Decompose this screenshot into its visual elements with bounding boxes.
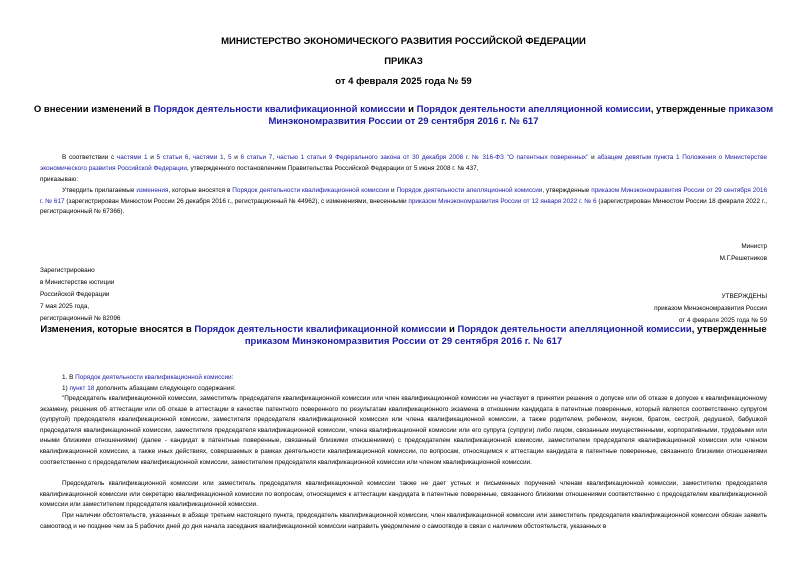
preamble-text: ,	[188, 154, 193, 161]
doc-date-number: от 4 февраля 2025 года № 59	[335, 76, 472, 87]
changes-title-link-qual[interactable]: Порядок деятельности квалификационной комиссии	[194, 324, 447, 335]
preamble-text: В соответствии с	[62, 154, 117, 161]
registration-line: Зарегистрировано	[40, 267, 95, 274]
order-text: , которые вносятся в	[168, 187, 233, 194]
appeal-link[interactable]: Порядок деятельности апелляционной комиссии	[396, 187, 543, 194]
change-subitem-1	[62, 384, 236, 395]
changes-title-link-order[interactable]: приказом Минэкономразвития России от 29 сентября 2016 г. № 617	[244, 336, 563, 347]
preamble-text: , утвержденного постановлением Правительства Российской Федерации от 5 июня 2008 г. № 437,	[186, 164, 479, 172]
order-paragraph	[40, 186, 767, 218]
approved-line: от 4 февраля 2025 года № 59	[678, 317, 767, 324]
item-text: 1. В	[62, 374, 76, 381]
preamble-link[interactable]: абзацем девятым пункта 1 Положения о Министерстве экономического развития Российской Федерации	[40, 154, 767, 172]
title-link-appeal[interactable]: Порядок деятельности апелляционной комиссии	[416, 104, 651, 115]
signature-name: М.Г.Решетников	[719, 255, 767, 262]
change-paragraph-3: При наличии обстоятельств, указанных в абзаце третьем настоящего пункта, председатель квалификационной комиссии, член квалификационной комиссии или заместитель председателя квалификационной комиссии обязан заявить самоотвод и не позднее чем за 5 рабочих дней до дня начала заседания квалификационной комиссии направить уведомление о самоотводе в связи с наличием обстоятельств, указанных в	[40, 512, 767, 530]
order-text: (зарегистрирован Минюстом России 18 февраля 2022 г., регистрационный № 67366).	[40, 197, 767, 216]
title-text: и	[405, 104, 417, 115]
approved-label: УТВЕРЖДЕНЫ	[721, 293, 767, 300]
preamble-link[interactable]: частями 1, 5	[192, 154, 232, 161]
ministry-header: МИНИСТЕРСТВО ЭКОНОМИЧЕСКОГО РАЗВИТИЯ РОССИЙСКОЙ ФЕДЕРАЦИИ	[221, 36, 586, 47]
preamble-text: и	[231, 154, 241, 161]
qual-link[interactable]: Порядок деятельности квалификационной комиссии	[232, 187, 390, 194]
item-text: :	[231, 374, 234, 381]
change-paragraph-2: Председатель квалификационной комиссии или заместитель председателя квалификационной комиссии также не дает устных и письменных поручений членам квалификационной комиссии, заместителю председателя квалификационной комиссии или секретарю квалификационной комиссии по вопросам, относящимся к аттестации кандидата в патентные поверенные, связанного близкими отношениями соответственно с председателем квалификационной комиссии или заместителем председателя квалификационной комиссии.	[40, 480, 767, 509]
signature-position: Министр	[741, 243, 767, 250]
changes-link[interactable]: изменения	[136, 187, 169, 194]
title-text: О внесении изменений в	[33, 104, 154, 115]
preamble-link[interactable]: частью 1 статьи 9 Федерального закона от 30 декабря 2008 г. № 316-ФЗ "О патентных поверенных"	[276, 154, 589, 161]
preamble-text: ,	[272, 154, 277, 161]
registration-line: Российской Федерации	[40, 291, 110, 298]
order-text: и	[389, 187, 397, 194]
preamble-text: и	[588, 154, 598, 161]
change-item-1	[62, 373, 233, 384]
title-text: , утвержденные	[650, 104, 729, 115]
registration-line: в Министерстве юстиции	[40, 279, 115, 286]
changes-title-text: Изменения, которые вносятся в	[40, 324, 195, 335]
approved-line: приказом Минэкономразвития России	[654, 305, 767, 312]
order-title	[30, 104, 777, 128]
changes-title-text: , утвержденные	[691, 324, 767, 335]
doc-type: ПРИКАЗ	[384, 56, 423, 67]
changes-title	[30, 324, 777, 348]
orders-word: приказываю:	[40, 176, 78, 183]
item1-link[interactable]: Порядок деятельности квалификационной комиссии	[75, 374, 232, 381]
registration-number: регистрационный № 82096	[40, 315, 121, 322]
registration-line: 7 мая 2025 года,	[40, 303, 90, 310]
item-text: 1)	[62, 385, 70, 392]
title-link-qual[interactable]: Порядок деятельности квалификационной комиссии	[153, 104, 406, 115]
order-6-link[interactable]: приказом Минэкономразвития России от 12 января 2022 г. № 6	[408, 197, 597, 205]
preamble-link[interactable]: 6 статьи 7	[240, 154, 273, 161]
preamble-paragraph	[40, 153, 767, 174]
preamble-link[interactable]: частями 1	[116, 154, 148, 161]
point-18-link[interactable]: пункт 18	[69, 385, 95, 392]
change-paragraph-1: "Председатель квалификационной комиссии, заместитель председателя квалификационной комиссии или член квалификационной комиссии не участвует в принятии решения о допуске или об отказе в допуске к квалификационному экзамену, решения об аттестации или об отказе в аттестации в качестве патентного поверенного по результатам квалификационного экзамена в отношении кандидата в патентные поверенные, который является соответственно супругом (супругой) председателя квалификационной комиссии, заместителя председателя квалификационной комиссии или члена квалификационной комиссии, а также родителем, ребенком, внуком, братом, сестрой, дедушкой, бабушкой председателя квалификационной комиссии, заместителя председателя квалификационной комиссии, члена квалификационной комиссии или его супруга (супруги) либо лицом, связанным имущественными, корпоративными, трудовыми или иными близкими отношениями) (далее - кандидат в патентные поверенные, связанный близкими отношениями) с председателем квалификационной комиссии, заместителем председателя квалификационной комиссии или членом квалификационной комиссии, а также иных действиях, совершаемых в рамках деятельности квалификационной комиссии, по вопросам, относящимся к аттестации кандидата в патентные поверенные, связанного близкими отношениями соответственно с председателем квалификационной комиссии, заместителем председателя квалификационной комиссии или членом квалификационной комиссии.	[40, 395, 767, 466]
changes-title-text: и	[446, 324, 458, 335]
order-617-link[interactable]: приказом Минэкономразвития России от 29 сентября 2016 г. № 617	[40, 187, 768, 205]
preamble-text: и	[147, 154, 157, 161]
title-link-order[interactable]: приказом Минэкономразвития России от 29 сентября 2016 г. № 617	[268, 104, 774, 127]
order-text: Утвердить прилагаемые	[62, 187, 137, 194]
preamble-link[interactable]: 5 статьи 6	[156, 154, 189, 161]
order-text: , утвержденные	[542, 187, 592, 194]
order-text: (зарегистрирован Минюстом России 26 декабря 2016 г., регистрационный № 44962), с изменениями, внесенными	[64, 197, 409, 205]
item-text: дополнить абзацами следующего содержания:	[94, 385, 236, 392]
changes-title-link-appeal[interactable]: Порядок деятельности апелляционной комиссии	[457, 324, 692, 335]
